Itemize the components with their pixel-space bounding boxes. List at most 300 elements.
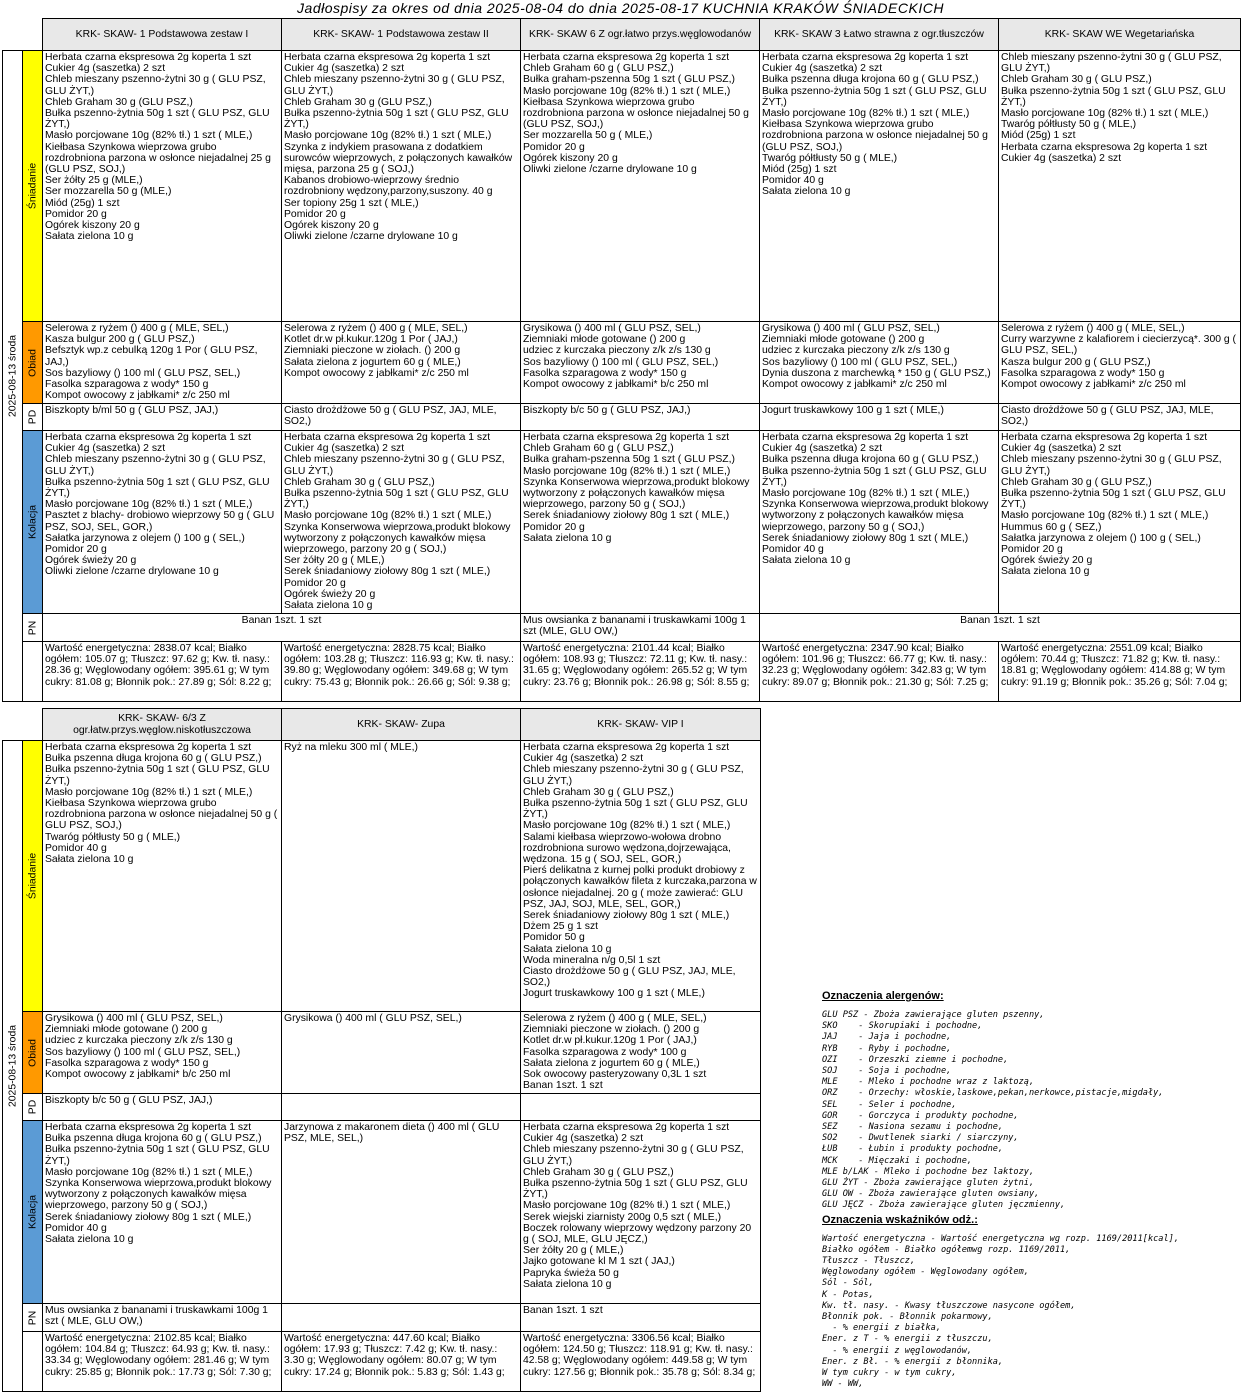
menu-entry: Chleb mieszany pszenno-żytni 30 g ( GLU PSZ, GLU ŻYT,) (45, 74, 266, 97)
menu-entry: Bułka pszenno-żytnia 50g 1 szt ( GLU PSZ, GLU ŻYT,) (284, 488, 509, 511)
legend-item: GLU PSZ - Zboża zawierające gluten pszenny, (822, 1010, 1045, 1020)
legend-item: K - Potas, (822, 1289, 874, 1300)
meal-label-blank (23, 1332, 43, 1392)
menu-entry: Sałata zielona 10 g (762, 186, 851, 198)
menu-cell: Banan 1szt. 1 szt (521, 1304, 761, 1332)
menu-cell: Banan 1szt. 1 szt (760, 614, 1241, 642)
menu-entry: Herbata czarna ekspresowa 2g koperta 1 szt (284, 432, 491, 443)
page-title: Jadłospisy za okres od dnia 2025-08-04 do dnia 2025-08-17 KUCHNIA KRAKÓW ŚNIADECKICH (297, 0, 944, 16)
menu-entry: Kotlet dr.w pł.kukur.120g 1 Por ( JAJ,) (284, 334, 458, 346)
menu-entry: Curry warzywne z kalafiorem i ciecierzycą*. 300 g ( GLU PSZ, SEL,) (1001, 334, 1237, 357)
meal-label-pn: PN (23, 614, 43, 642)
menu-entry: Szynka Konserwowa wieprzowa,produkt blokowy wytworzony z połączonych kawałków mięsa wieprzowego, parzony 50 g ( SOJ,) (45, 1178, 272, 1212)
menu-cell (521, 1121, 761, 1304)
menu-entry: Sos bazyliowy () 100 ml ( GLU PSZ, SEL,) (762, 356, 958, 368)
menu-cell: Jogurt truskawkowy 100 g 1 szt ( MLE,) (760, 404, 999, 431)
menu-entry: Masło porcjowane 10g (82% tł.) 1 szt ( MLE,) (762, 488, 970, 500)
meal-label-pd: PD (23, 404, 43, 431)
menu-entry: Fasolka szparagowa z wody* 150 g (1001, 367, 1165, 379)
row-obiad (3, 1012, 761, 1094)
row-kolacja (3, 1121, 761, 1304)
menu-entry: Ser mozzarella 50 g ( MLE,) (523, 130, 653, 142)
menu-entry: Szynka Konserwowa wieprzowa,produkt blokowy wytworzony z połączonych kawałków mięsa wieprzowego, parzony 20 g ( SOJ,) (284, 521, 511, 556)
menu-entry: Cukier 4g (saszetka) 2 szt (284, 63, 405, 75)
menu-entry: Bułka pszenno-żytnia 50g 1 szt ( GLU PSZ, GLU ŻYT,) (284, 108, 509, 131)
legend-item: - % energii z węglowodanów, (822, 1345, 973, 1356)
column-header: KRK- SKAW- VIP I (521, 709, 761, 741)
menu-cell (282, 51, 521, 322)
menu-entry: Bułka pszenno-żytnia 50g 1 szt ( GLU PSZ, GLU ŻYT,) (45, 764, 270, 787)
menu-cell: Mus owsianka z bananami i truskawkami 100g 1 szt ( MLE, GLU OW,) (43, 1304, 282, 1332)
menu-entry: Fasolka szparagowa z wody* 150 g (45, 1057, 209, 1069)
date-cell (3, 741, 23, 1392)
menu-entry: Serek śniadaniowy ziołowy 80g 1 szt ( MLE,) (762, 532, 969, 544)
menu-cell (43, 51, 282, 322)
legend-item: MLE b/LAK - Mleko i pochodne bez laktozy, (822, 1166, 1035, 1177)
column-header: KRK- SKAW 6 Z ogr.łatwo przys.węglowodanów (521, 19, 760, 51)
meal-label-pd: PD (23, 1094, 43, 1121)
menu-cell (521, 51, 760, 322)
menu-entry: Grysikowa () 400 ml ( GLU PSZ, SEL,) (284, 1013, 462, 1024)
legend-item: GLU OW - Zboża zawierające gluten owsiany, (822, 1189, 1040, 1200)
menu-cell (282, 322, 521, 404)
legend-item: ŁUB - Łubin i produkty pochodne, (822, 1144, 1004, 1155)
legend-item: GLU ŻYT - Zboża zawierające gluten żytni, (822, 1178, 1035, 1189)
menu-cell (282, 1121, 521, 1304)
menu-entry: Ziemniaki pieczone w ziołach. () 200 g (284, 345, 461, 357)
menu-entry: Kompot owocowy z jabłkami* z/c 250 ml (45, 390, 230, 402)
menu-entry: Ogórek kiszony 20 g (45, 220, 140, 232)
date-label: 2025-08-13 środa (6, 1024, 18, 1108)
menu-entry: Pomidor 40 g (45, 1222, 107, 1234)
menu-entry: Bułka graham-pszenna 50g 1 szt ( GLU PSZ,) (523, 454, 735, 466)
menu-entry: Bułka pszenno-żytnia 50g 1 szt ( GLU PSZ, GLU ŻYT,) (45, 476, 270, 500)
row-obiad (3, 322, 1241, 404)
menu-entry: Chleb mieszany pszenno-żytni 30 g ( GLU PSZ, GLU ŻYT,) (1001, 454, 1222, 477)
menu-entry: Masło porcjowane 10g (82% tł.) 1 szt ( MLE,) (45, 1166, 253, 1178)
menu-entry: Dynia duszona z marchewką * 150 g ( GLU PSZ,) (762, 367, 991, 379)
menu-cell (760, 431, 999, 614)
menu-cell (43, 431, 282, 614)
menu-entry: Jajko gotowane kl M 1 szt ( JAJ,) (523, 1256, 675, 1268)
menu-entry: Masło porcjowane 10g (82% tł.) 1 szt ( MLE,) (1001, 510, 1209, 522)
menu-entry: Bułka pszenno-żytnia 50g 1 szt ( GLU PSZ, GLU ŻYT,) (1001, 488, 1226, 511)
menu-entry: Herbata czarna ekspresowa 2g koperta 1 szt (762, 432, 969, 443)
menu-entry: Bułka pszenna długa krojona 60 g ( GLU PSZ,) (762, 74, 979, 86)
date-label: 2025-08-13 środa (6, 334, 18, 418)
nutrition-summary: Wartość energetyczna: 2551.09 kcal; Białko ogółem: 70.44 g; Tłuszcz: 71.82 g; Kw. tł. nasy.: 18.81 g; Węglowodany ogółem: 414.88 g; W tym cukry: 91.19 g; Błonnik pok.: 35.26 g; Sól: 7.04 g; (999, 642, 1241, 702)
meal-label-obiad: Obiad (23, 1012, 43, 1094)
menu-entry: Kasza bulgur 200 g ( GLU PSZ,) (1001, 356, 1151, 368)
menu-entry: Chleb mieszany pszenno-żytni 30 g ( GLU PSZ, GLU ŻYT,) (1001, 52, 1222, 75)
menu-entry: Pomidor 50 g (523, 932, 585, 944)
menu-entry: Pasztet z blachy- drobiowo wieprzowy 50 g ( GLU PSZ, SOJ, SEL, GOR,) (45, 510, 275, 533)
menu-entry: Jogurt truskawkowy 100 g 1 szt ( MLE,) (523, 988, 705, 1000)
row-kolacja (3, 431, 1241, 614)
legend-item: MLE - Mleko i pochodne wraz z laktozą, (822, 1077, 1035, 1088)
menu-entry: Masło porcjowane 10g (82% tł.) 1 szt ( MLE,) (45, 499, 253, 511)
menu-entry: Chleb Graham 30 g ( GLU PSZ,) (284, 476, 435, 488)
menu-entry: Herbata czarna ekspresowa 2g koperta 1 szt (523, 52, 730, 63)
legend-item: Kw. tł. nasy. - Kwasy tłuszczowe nasycone ogółem, (822, 1300, 1076, 1311)
menu-cell (43, 322, 282, 404)
legend-item: W tym cukry - w tym cukry, (822, 1368, 957, 1379)
menu-entry: Pomidor 20 g (523, 141, 585, 153)
menu-entry: Banan 1szt. 1 szt (523, 1080, 603, 1092)
menu-entry: Masło porcjowane 10g (82% tł.) 1 szt ( MLE,) (523, 820, 731, 832)
menu-table-block-1 (2, 18, 1241, 702)
menu-entry: Sałatka jarzynowa z olejem () 100 g ( SEL,) (1001, 532, 1201, 544)
menu-entry: Sałata zielona 10 g (762, 555, 851, 567)
menu-entry: Ryż na mleku 300 ml ( MLE,) (284, 742, 418, 753)
menu-entry: Miód (25g) 1 szt (762, 164, 837, 176)
column-header: KRK- SKAW- 6/3 Z ogr.łatw.przys.węglow.niskotłuszczowa (43, 709, 282, 741)
menu-entry: Chleb Graham 60 g ( GLU PSZ,) (523, 443, 674, 455)
menu-entry: Sos bazyliowy () 100 ml ( GLU PSZ, SEL,) (45, 367, 241, 379)
menu-entry: Chleb mieszany pszenno-żytni 30 g ( GLU PSZ, GLU ŻYT,) (284, 454, 505, 477)
menu-entry: Herbata czarna ekspresowa 2g koperta 1 szt (523, 432, 730, 443)
menu-entry: Bułka pszenno-żytnia 50g 1 szt ( GLU PSZ, GLU ŻYT,) (45, 1144, 270, 1167)
nutrition-summary: Wartość energetyczna: 3306.56 kcal; Białko ogółem: 124.50 g; Tłuszcz: 118.91 g; Kw. tł. nasy.: 42.58 g; Węglowodany ogółem: 449.58 g; W tym cukry: 127.56 g; Błonnik pok.: 35.78 g; Sól: 8.34 g; (521, 1332, 761, 1392)
legend-item: Ener. z Bł. - % energii z błonnika, (822, 1356, 1004, 1367)
menu-entry: Herbata czarna ekspresowa 2g koperta 1 szt (45, 432, 252, 443)
legend-item: SEL - Seler i pochodne, (822, 1099, 957, 1110)
menu-entry: Twaróg półtłusty 50 g ( MLE,) (45, 831, 181, 843)
menu-entry: Cukier 4g (saszetka) 2 szt (762, 443, 883, 455)
menu-entry: Serek wiejski ziarnisty 200g 0,5 szt ( MLE,) (523, 1211, 722, 1223)
column-header: KRK- SKAW- 1 Podstawowa zestaw II (282, 19, 521, 51)
menu-entry: Grysikowa () 400 ml ( GLU PSZ, SEL,) (523, 323, 701, 334)
menu-entry: Bułka pszenno-żytnia 50g 1 szt ( GLU PSZ, GLU ŻYT,) (762, 465, 987, 488)
menu-entry: Sok owocowy pasteryzowany 0,3L 1 szt (523, 1069, 707, 1081)
menu-entry: Fasolka szparagowa z wody* 100 g (523, 1046, 687, 1058)
menu-entry: Woda mineralna n/g 0,5l 1 szt (523, 954, 661, 966)
indicators-list (818, 1234, 1233, 1391)
menu-entry: Ogórek kiszony 20 g (523, 152, 618, 164)
menu-entry: Chleb mieszany pszenno-żytni 30 g ( GLU PSZ, GLU ŻYT,) (523, 1144, 744, 1167)
menu-entry: Bułka pszenna długa krojona 60 g ( GLU PSZ,) (45, 1133, 262, 1145)
menu-entry: Pomidor 20 g (45, 544, 107, 556)
menu-entry: Hummus 60 g ( SEZ,) (1001, 521, 1102, 533)
legend-item: Sól - Sól, (822, 1278, 874, 1289)
menu-entry: Cukier 4g (saszetka) 2 szt (284, 443, 405, 455)
column-header: KRK- SKAW- 1 Podstawowa zestaw I (43, 19, 282, 51)
menu-entry: Grysikowa () 400 ml ( GLU PSZ, SEL,) (762, 323, 940, 334)
menu-cell (521, 322, 760, 404)
menu-entry: Oliwki zielone /czarne drylowane 10 g (284, 231, 458, 243)
menu-cell (43, 741, 282, 1012)
row-sniadanie (3, 51, 1241, 322)
menu-entry: Chleb Graham 30 g ( GLU PSZ,) (1001, 74, 1152, 86)
menu-entry: Serek śniadaniowy ziołowy 80g 1 szt ( MLE,) (45, 1211, 252, 1223)
menu-entry: Kiełbasa Szynkowa wieprzowa grubo rozdrobniona parzona w osłonce niejadalnej 50 g ( GLU PSZ, SOJ,) (45, 798, 278, 832)
menu-cell: Ciasto drożdżowe 50 g ( GLU PSZ, JAJ, MLE, SO2,) (282, 404, 521, 431)
menu-entry: Herbata czarna ekspresowa 2g koperta 1 szt (284, 52, 491, 63)
menu-entry: Herbata czarna ekspresowa 2g koperta 1 szt (45, 52, 252, 63)
menu-entry: Selerowa z ryżem () 400 g ( MLE, SEL,) (284, 323, 468, 334)
menu-entry: Chleb Graham 30 g ( GLU PSZ,) (523, 1166, 674, 1178)
menu-cell: Mus owsianka z bananami i truskawkami 100g 1 szt (MLE, GLU OW,) (521, 614, 760, 642)
menu-cell: Ciasto drożdżowe 50 g ( GLU PSZ, JAJ, MLE, SO2,) (999, 404, 1241, 431)
menu-entry: Masło porcjowane 10g (82% tł.) 1 szt ( MLE,) (45, 130, 253, 142)
menu-entry: Bułka pszenno-żytnia 50g 1 szt ( GLU PSZ, GLU ŻYT,) (1001, 85, 1226, 108)
menu-cell (760, 51, 999, 322)
menu-entry: Sałata zielona 10 g (45, 231, 134, 243)
legend-item: ORZ - Orzechy: włoskie,laskowe,pekan,nerkowce,pistacje,migdały, (822, 1088, 1164, 1099)
legend-item: SEZ - Nasiona sezamu i pochodne, (822, 1122, 1004, 1133)
legend-item: Białko ogółem - Białko ogółemwg rozp. 1169/2011, (822, 1244, 1071, 1255)
legend-item: Tłuszcz - Tłuszcz, (822, 1256, 916, 1267)
menu-entry: Ziemniaki młode gotowane () 200 g (762, 334, 925, 346)
menu-cell (43, 1121, 282, 1304)
legend-item: SOJ - Soja i pochodne, (822, 1066, 952, 1077)
menu-entry: Masło porcjowane 10g (82% tł.) 1 szt ( MLE,) (523, 465, 731, 477)
menu-entry: Bułka pszenna długa krojona 60 g ( GLU PSZ,) (45, 753, 262, 765)
menu-entry: Pomidor 40 g (762, 175, 824, 187)
menu-entry: Masło porcjowane 10g (82% tł.) 1 szt ( MLE,) (1001, 108, 1209, 120)
menu-cell (282, 1304, 521, 1332)
menu-entry: Selerowa z ryżem () 400 g ( MLE, SEL,) (45, 323, 229, 334)
menu-table-block-2 (2, 708, 761, 1392)
menu-entry: Chleb Graham 30 g ( GLU PSZ,) (523, 786, 674, 798)
menu-entry: Chleb Graham 30 g ( GLU PSZ,) (1001, 476, 1152, 488)
menu-entry: Sałata zielona 10 g (523, 532, 612, 544)
menu-entry: Sałatka jarzynowa z olejem () 100 g ( SEL,) (45, 532, 245, 544)
menu-entry: Masło porcjowane 10g (82% tł.) 1 szt ( MLE,) (284, 130, 492, 142)
menu-entry: Masło porcjowane 10g (82% tł.) 1 szt ( MLE,) (523, 1200, 731, 1212)
date-cell (3, 51, 23, 702)
menu-cell (282, 741, 521, 1012)
menu-entry: Cukier 4g (saszetka) 2 szt (1001, 152, 1122, 164)
menu-cell: Banan 1szt. 1 szt (43, 614, 521, 642)
menu-entry: Selerowa z ryżem () 400 g ( MLE, SEL,) (1001, 323, 1185, 334)
row-pn (3, 1304, 761, 1332)
menu-entry: Szynka z indykiem prasowana z dodatkiem surowców wieprzowych, z połączonych kawałków mięsa, parzona 25 g ( SOJ,) (284, 141, 513, 176)
menu-entry: Kompot owocowy z jabłkami* b/c 250 ml (523, 379, 709, 391)
row-sniadanie (3, 741, 761, 1012)
menu-entry: Ciasto drożdżowe 50 g ( GLU PSZ, JAJ, MLE, SO2,) (523, 966, 736, 989)
menu-entry: Chleb Graham 60 g ( GLU PSZ,) (523, 63, 674, 75)
menu-entry: Kotlet dr.w pł.kukur.120g 1 Por ( JAJ,) (523, 1035, 697, 1047)
menu-entry: Cukier 4g (saszetka) 2 szt (1001, 443, 1122, 455)
menu-cell (521, 1012, 761, 1094)
menu-entry: Chleb Graham 30 g (GLU PSZ,) (45, 96, 193, 108)
legend-item: WW - WW, (822, 1379, 864, 1390)
menu-entry: Ser żółty 25 g (MLE,) (45, 175, 143, 187)
legend-item: - % energii z białka, (822, 1323, 941, 1334)
menu-entry: Masło porcjowane 10g (82% tł.) 1 szt ( MLE,) (284, 510, 492, 522)
menu-entry: Befsztyk wp.z cebulką 120g 1 Por ( GLU PSZ, JAJ,) (45, 345, 258, 368)
menu-entry: Chleb mieszany pszenno-żytni 30 g ( GLU PSZ, GLU ŻYT,) (45, 454, 266, 477)
menu-entry: Pomidor 40 g (762, 544, 824, 556)
menu-entry: Pomidor 20 g (284, 577, 346, 589)
menu-entry: Fasolka szparagowa z wody* 150 g (523, 367, 687, 379)
meal-label-obiad: Obiad (23, 322, 43, 404)
menu-entry: Miód (25g) 1 szt (45, 197, 120, 209)
column-header: KRK- SKAW WE Wegetariańska (999, 19, 1241, 51)
legend-item: GOR - Gorczyca i produkty pochodne, (822, 1110, 1019, 1121)
menu-entry: Sos bazyliowy () 100 ml ( GLU PSZ, SEL,) (523, 356, 719, 368)
legend-item: GLU JĘCZ - Zboża zawierające gluten jęczmienny, (822, 1200, 1066, 1211)
menu-entry: Ogórek świeży 20 g (45, 555, 137, 567)
menu-entry: Cukier 4g (saszetka) 2 szt (45, 63, 166, 75)
menu-entry: Pomidor 20 g (45, 208, 107, 220)
menu-cell (521, 741, 761, 1012)
legend-item: OZI - Orzeszki ziemne i pochodne, (822, 1054, 1009, 1065)
menu-entry: udziec z kurczaka pieczony z/k z/s 130 g (762, 345, 950, 357)
corner-blank (3, 709, 43, 741)
menu-entry: Sałata zielona 10 g (45, 854, 134, 866)
menu-entry: Ziemniaki młode gotowane () 200 g (45, 1024, 208, 1036)
legend-item: RYB - Ryby i pochodne, (822, 1043, 952, 1054)
row-pd (3, 404, 1241, 431)
meal-label-kolacja: Kolacja (23, 431, 43, 614)
menu-entry: Bułka pszenno-żytnia 50g 1 szt ( GLU PSZ, GLU ŻYT,) (762, 85, 987, 108)
legend-item: JAJ - Jaja i pochodne, (822, 1032, 952, 1043)
menu-entry: Herbata czarna ekspresowa 2g koperta 1 szt (762, 52, 969, 63)
menu-entry: Kompot owocowy z jabłkami* b/c 250 ml (45, 1069, 231, 1081)
menu-entry: Fasolka szparagowa z wody* 150 g (45, 379, 209, 391)
menu-cell (999, 51, 1241, 322)
menu-entry: Oliwki zielone /czarne drylowane 10 g (45, 566, 219, 578)
menu-entry: Sos bazyliowy () 100 ml ( GLU PSZ, SEL,) (45, 1046, 241, 1058)
menu-entry: Masło porcjowane 10g (82% tł.) 1 szt ( MLE,) (762, 108, 970, 120)
row-summary (3, 642, 1241, 702)
menu-entry: Bułka graham-pszenna 50g 1 szt ( GLU PSZ,) (523, 74, 735, 86)
menu-entry: Ser mozzarella 50 g (MLE,) (45, 186, 172, 198)
menu-entry: Kompot owocowy z jabłkami* z/c 250 ml (762, 379, 947, 391)
menu-entry: Serek śniadaniowy ziołowy 80g 1 szt ( MLE,) (284, 566, 491, 578)
menu-entry: Miód (25g) 1 szt (1001, 130, 1076, 142)
menu-entry: Herbata czarna ekspresowa 2g koperta 1 szt (1001, 432, 1208, 443)
allergens-title: Oznaczenia alergenów: (822, 990, 944, 1002)
menu-entry: Ziemniaki młode gotowane () 200 g (523, 334, 686, 346)
menu-entry: Herbata czarna ekspresowa 2g koperta 1 szt (45, 1122, 252, 1133)
menu-entry: Ogórek świeży 20 g (284, 588, 376, 600)
menu-entry: Sałata zielona 10 g (523, 1278, 612, 1290)
legend-item: Wartość energetyczna - Wartość energetyczna wg rozp. 1169/2011[kcal], (822, 1233, 1179, 1244)
menu-entry: udziec z kurczaka pieczony z/k z/s 130 g (45, 1035, 233, 1047)
column-header: KRK- SKAW 3 Łatwo strawna z ogr.tłuszczów (760, 19, 999, 51)
nutrition-summary: Wartość energetyczna: 2101.44 kcal; Białko ogółem: 108.93 g; Tłuszcz: 72.11 g; Kw. tł. nasy.: 31.65 g; Węglowodany ogółem: 265.52 g; W tym cukry: 23.76 g; Błonnik pok.: 26.98 g; Sól: 8.55 g; (521, 642, 760, 702)
menu-cell: Biszkopty b/c 50 g ( GLU PSZ, JAJ,) (521, 404, 760, 431)
menu-entry: Serek śniadaniowy ziołowy 80g 1 szt ( MLE,) (523, 510, 730, 522)
menu-entry: Salami kiełbasa wieprzowo-wołowa drobno rozdrobniona surowo wędzona,dojrzewająca, wędzona. 15 g ( SOJ, SEL, GOR,) (523, 831, 731, 866)
menu-cell (282, 1094, 521, 1121)
menu-entry: Masło porcjowane 10g (82% tł.) 1 szt ( MLE,) (523, 85, 731, 97)
menu-entry: Szynka Konserwowa wieprzowa,produkt blokowy wytworzony z połączonych kawałków mięsa wieprzowego, parzony 50 g ( SOJ,) (523, 476, 750, 511)
menu-entry: Ogórek świeży 20 g (1001, 555, 1093, 567)
menu-cell (521, 431, 760, 614)
menu-cell (282, 431, 521, 614)
menu-entry: Oliwki zielone /czarne drylowane 10 g (523, 164, 697, 176)
menu-entry: Chleb mieszany pszenno-żytni 30 g ( GLU PSZ, GLU ŻYT,) (284, 74, 505, 97)
legend (818, 990, 1233, 1391)
menu-entry: Sałata zielona z jogurtem 60 g ( MLE,) (284, 356, 461, 368)
menu-entry: Selerowa z ryżem () 400 g ( MLE, SEL,) (523, 1013, 707, 1024)
menu-entry: Grysikowa () 400 ml ( GLU PSZ, SEL,) (45, 1013, 223, 1024)
menu-entry: Cukier 4g (saszetka) 2 szt (523, 753, 644, 765)
menu-entry: Twaróg półtłusty 50 g ( MLE,) (1001, 119, 1137, 131)
menu-entry: Masło porcjowane 10g (82% tł.) 1 szt ( MLE,) (45, 786, 253, 798)
menu-entry: Pierś delikatna z kurnej polki produkt drobiowy z połączonych kawałków fileta z kurczaka,parzona w osłonce niejadalnej. 20 g ( może zawierać: GLU PSZ, JAJ, SOJ, MLE, SEL, GOR,) (523, 865, 757, 910)
row-pn (3, 614, 1241, 642)
menu-entry: Boczek rolowany wieprzowy wędzony parzony 20 g ( SOJ, MLE, GLU JĘCZ,) (523, 1222, 752, 1246)
nutrition-summary: Wartość energetyczna: 2347.90 kcal; Białko ogółem: 101.96 g; Tłuszcz: 66.77 g; Kw. tł. nasy.: 32.23 g; Węglowodany ogółem: 342.83 g; W tym cukry: 89.07 g; Błonnik pok.: 21.30 g; Sól: 7.25 g; (760, 642, 999, 702)
menu-entry: Kasza bulgur 200 g ( GLU PSZ,) (45, 334, 195, 346)
menu-entry: Herbata czarna ekspresowa 2g koperta 1 szt (523, 742, 730, 753)
legend-item: SKO - Skorupiaki i pochodne, (822, 1021, 983, 1032)
menu-entry: Kiełbasa Szynkowa wieprzowa grubo rozdrobniona parzona w osłonce niejadalnej 50 g (GLU PSZ, SOJ,) (762, 119, 988, 153)
menu-entry: Bułka pszenno-żytnia 50g 1 szt ( GLU PSZ, GLU ŻYT,) (45, 108, 270, 131)
column-header: KRK- SKAW- Zupa (282, 709, 521, 741)
menu-cell: Biszkopty b/ml 50 g ( GLU PSZ, JAJ,) (43, 404, 282, 431)
menu-entry: Sałata zielona 10 g (284, 600, 373, 612)
allergens-list (818, 1010, 1233, 1212)
menu-entry: Bułka pszenna długa krojona 60 g ( GLU PSZ,) (762, 454, 979, 466)
menu-entry: Pomidor 20 g (1001, 544, 1063, 556)
menu-cell (999, 322, 1241, 404)
legend-item: SO2 - Dwutlenek siarki / siarczyny, (822, 1133, 1019, 1144)
menu-entry: Dżem 25 g 1 szt (523, 921, 599, 933)
menu-entry: Sałata zielona z jogurtem 60 g ( MLE,) (523, 1057, 700, 1069)
meal-label-pn: PN (23, 1304, 43, 1332)
menu-entry: Pomidor 40 g (45, 842, 107, 854)
nutrition-summary: Wartość energetyczna: 447.60 kcal; Białko ogółem: 17.93 g; Tłuszcz: 7.42 g; Kw. tł. nasy.: 3.30 g; Węglowodany ogółem: 80.07 g; W tym cukry: 17.24 g; Błonnik pok.: 5.83 g; Sól: 1.43 g; (282, 1332, 521, 1392)
meal-label-sniadanie: Śniadanie (23, 51, 43, 322)
menu-entry: Serek śniadaniowy ziołowy 80g 1 szt ( MLE,) (523, 910, 730, 922)
menu-entry: Kompot owocowy z jabłkami* z/c 250 ml (284, 367, 469, 379)
menu-entry: Papryka świeża 50 g (523, 1267, 619, 1279)
menu-entry: Herbata czarna ekspresowa 2g koperta 1 szt (523, 1122, 730, 1133)
nutrition-summary: Wartość energetyczna: 2828.75 kcal; Białko ogółem: 103.28 g; Tłuszcz: 116.93 g; Kw. tł. nasy.: 39.80 g; Węglowodany ogółem: 349.68 g; W tym cukry: 75.43 g; Błonnik pok.: 26.66 g; Sól: 9.38 g; (282, 642, 521, 702)
menu-entry: Bułka pszenno-żytnia 50g 1 szt ( GLU PSZ, GLU ŻYT,) (523, 798, 748, 821)
row-summary (3, 1332, 761, 1392)
menu-entry: Sałata zielona 10 g (1001, 566, 1090, 578)
menu-cell: Biszkopty b/c 50 g ( GLU PSZ, JAJ,) (43, 1094, 282, 1121)
nutrition-summary: Wartość energetyczna: 2102.85 kcal; Białko ogółem: 104.84 g; Tłuszcz: 64.93 g; Kw. tł. nasy.: 33.34 g; Węglowodany ogółem: 281.46 g; W tym cukry: 25.85 g; Błonnik pok.: 17.73 g; Sól: 7.30 g; (43, 1332, 282, 1392)
menu-entry: Cukier 4g (saszetka) 2 szt (45, 443, 166, 455)
menu-entry: Bułka pszenno-żytnia 50g 1 szt ( GLU PSZ, GLU ŻYT,) (523, 1178, 748, 1201)
menu-entry: Kabanos drobiowo-wieprzowy średnio rozdrobniony wędzony,parzony,suszony. 40 g (284, 175, 493, 198)
menu-entry: Ziemniaki pieczone w ziołach. () 200 g (523, 1024, 700, 1036)
menu-entry: Ogórek kiszony 20 g (284, 220, 379, 232)
menu-cell (999, 431, 1241, 614)
menu-entry: Sałata zielona 10 g (45, 1234, 134, 1246)
meal-label-blank (23, 642, 43, 702)
menu-entry: Cukier 4g (saszetka) 2 szt (523, 1133, 644, 1145)
menu-entry: udziec z kurczaka pieczony z/k z/s 130 g (523, 345, 711, 357)
menu-entry: Kiełbasa Szynkowa wieprzowa grubo rozdrobniona parzona w osłonce niejadalnej 25 g (GLU PSZ, SOJ,) (45, 141, 271, 176)
legend-item: Ener. z T - % energii z tłuszczu, (822, 1334, 993, 1345)
menu-entry: Sałata zielona 10 g (523, 943, 612, 955)
menu-entry: Cukier 4g (saszetka) 2 szt (762, 63, 883, 75)
menu-cell (282, 1012, 521, 1094)
meal-label-kolacja: Kolacja (23, 1121, 43, 1304)
legend-item: Błonnik pok. - Błonnik pokarmowy, (822, 1312, 993, 1323)
menu-entry: Szynka Konserwowa wieprzowa,produkt blokowy wytworzony z połączonych kawałków mięsa wieprzowego, parzony 50 g ( SOJ,) (762, 499, 989, 533)
menu-entry: Pomidor 20 g (284, 208, 346, 220)
corner-blank (3, 19, 43, 51)
menu-entry: Kompot owocowy z jabłkami* z/c 250 ml (1001, 379, 1186, 391)
menu-entry: Ser żółty 20 g ( MLE,) (523, 1245, 624, 1257)
menu-cell (760, 322, 999, 404)
menu-cell (43, 1012, 282, 1094)
menu-entry: Chleb mieszany pszenno-żytni 30 g ( GLU PSZ, GLU ŻYT,) (523, 764, 744, 787)
menu-entry: Ser żółty 20 g ( MLE,) (284, 555, 385, 567)
menu-entry: Ser topiony 25g 1 szt ( MLE,) (284, 197, 419, 209)
menu-entry: Kiełbasa Szynkowa wieprzowa grubo rozdrobniona parzona w osłonce niejadalnej 50 g (GLU PSZ, SOJ,) (523, 96, 749, 131)
